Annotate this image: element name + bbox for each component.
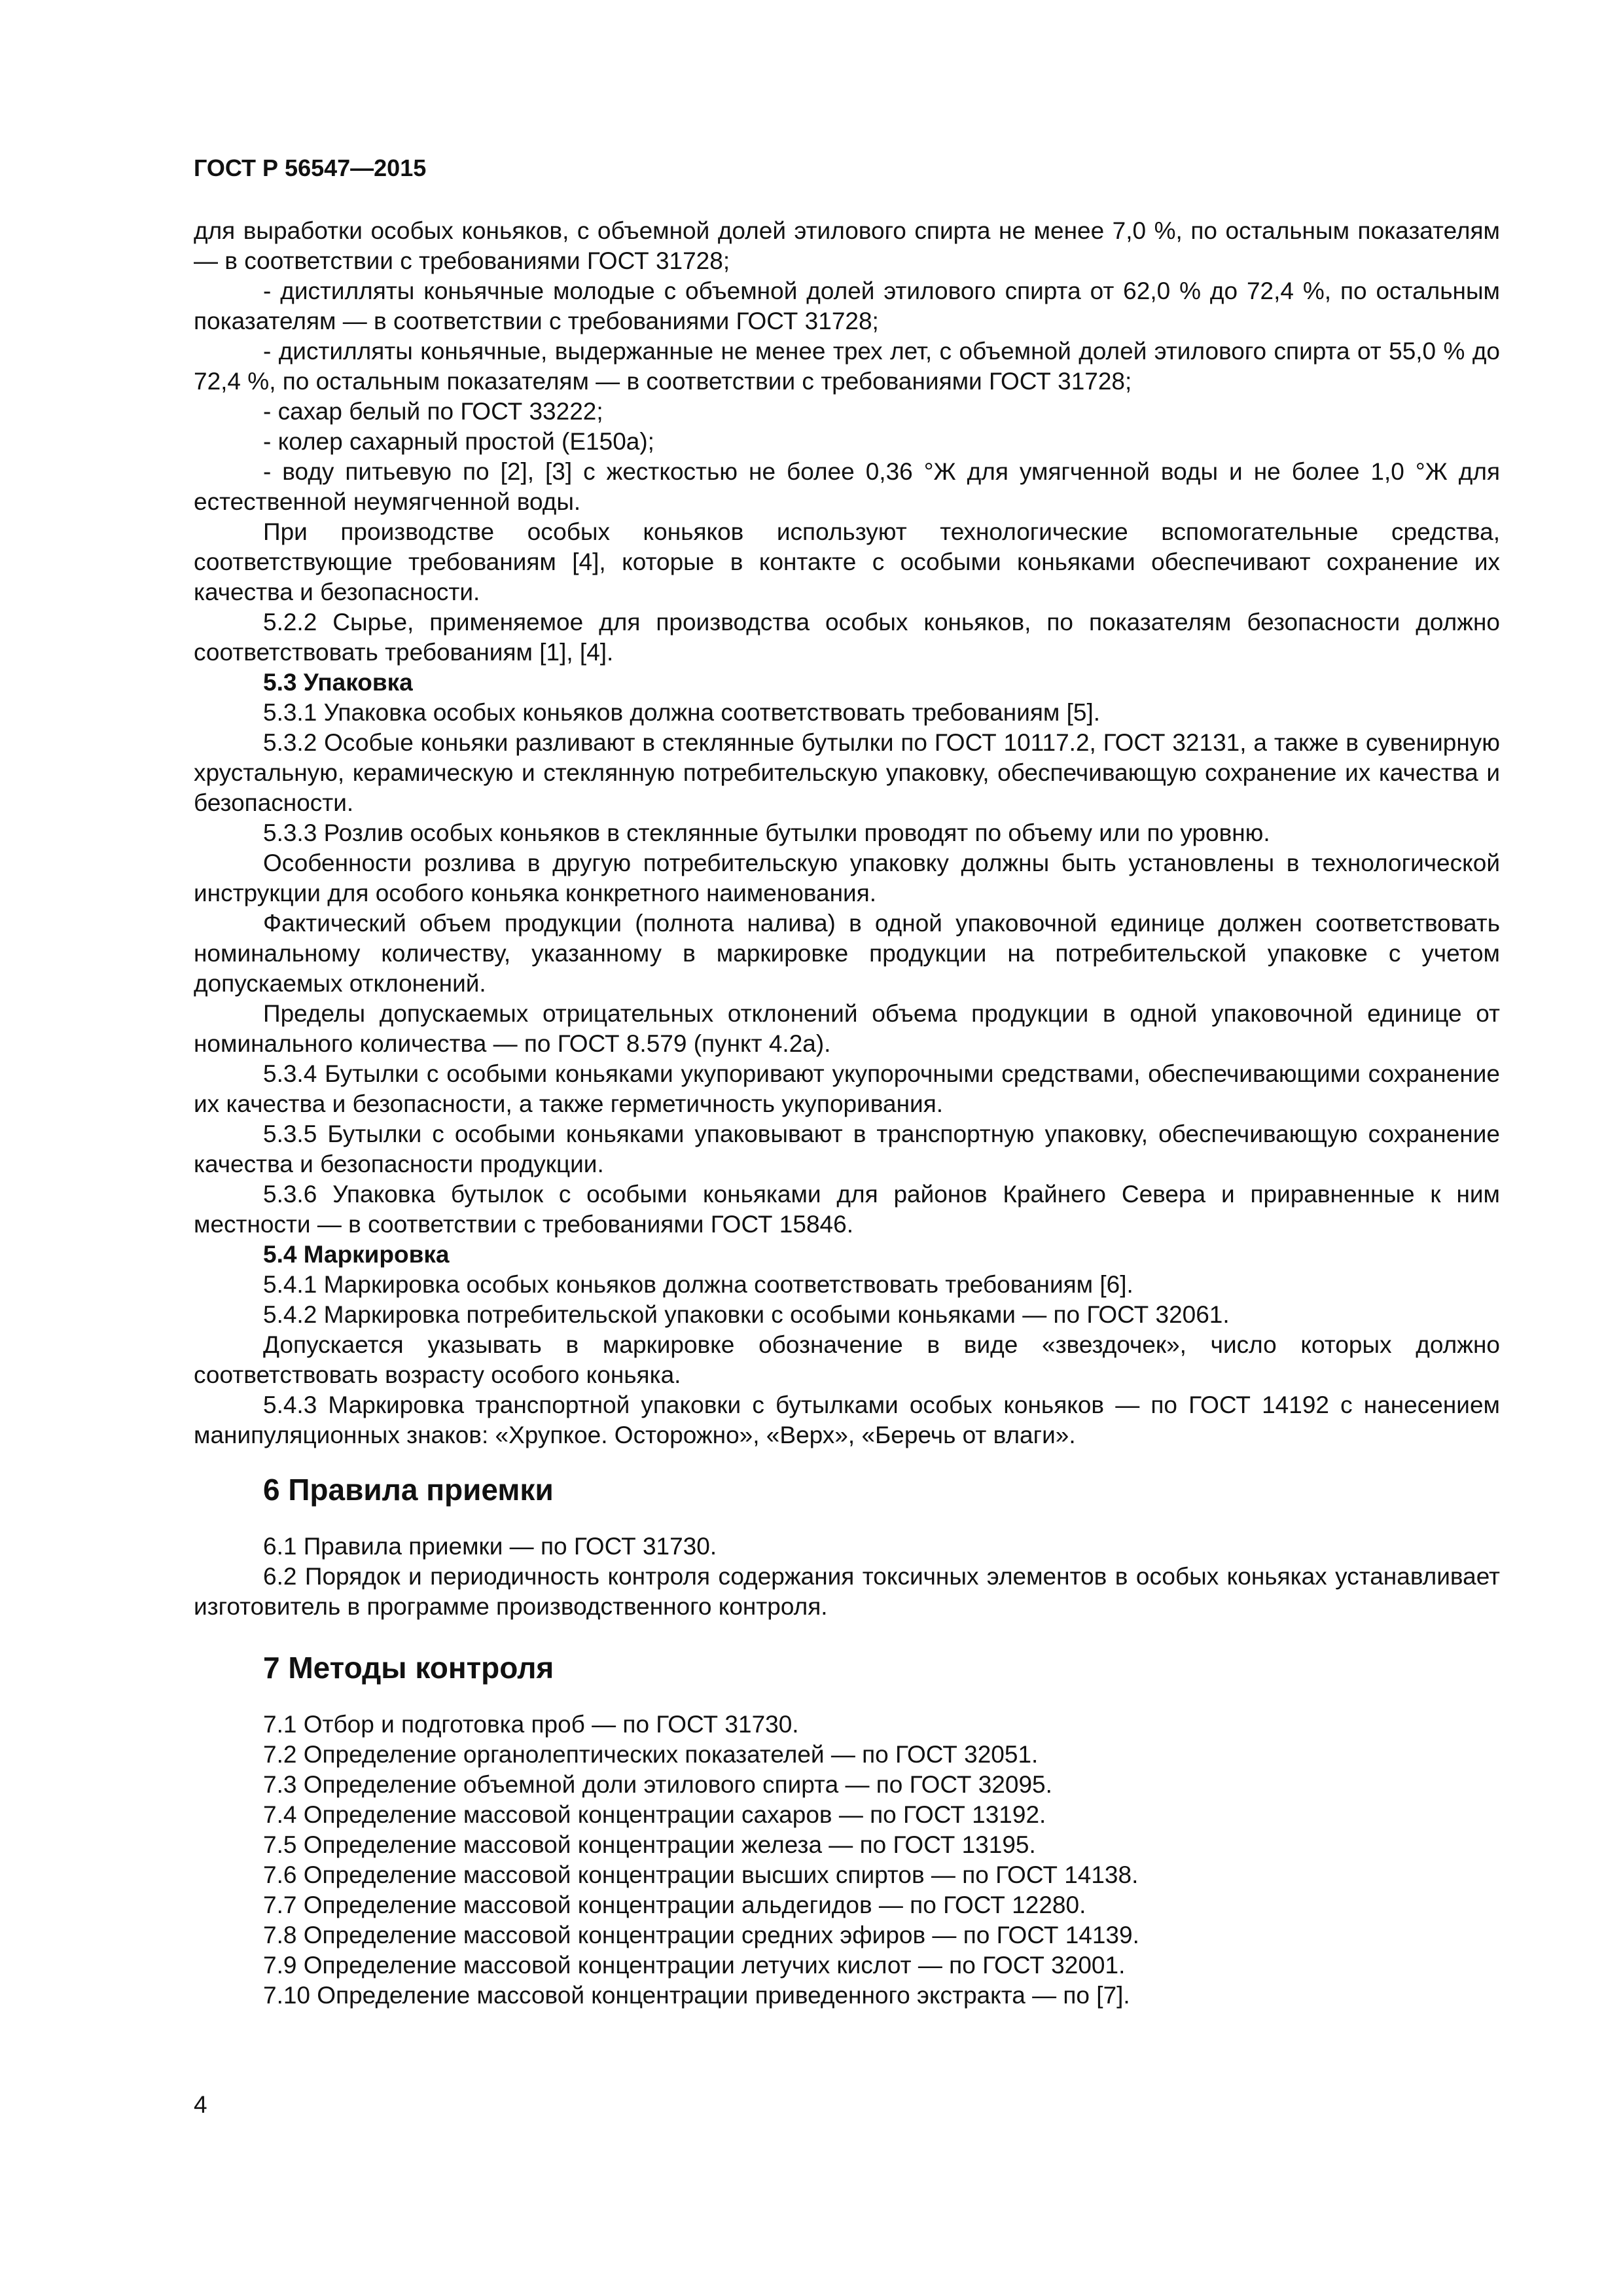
paragraph: для выработки особых коньяков, с объемной долей этилового спирта не менее 7,0 %, по остальным показателям — в соответствии с требованиями ГОСТ 31728;	[194, 217, 1500, 274]
method-item: 7.5 Определение массовой концентрации железа — по ГОСТ 13195.	[263, 1831, 1036, 1858]
list-item: - дистилляты коньячные молодые с объемной долей этилового спирта от 62,0 % до 72,4 %, по остальным показателям — в соответствии с требованиями ГОСТ 31728;	[194, 278, 1500, 334]
paragraph: 5.3.4 Бутылки с особыми коньяками укупоривают укупорочными средствами, обеспечивающими сохранение их качества и безопасности, а также герметичность укупоривания.	[194, 1060, 1500, 1117]
list-item: - дистилляты коньячные, выдержанные не менее трех лет, с объемной долей этилового спирта от 55,0 % до 72,4 %, по остальным показателям — в соответствии с требованиями ГОСТ 31728;	[194, 338, 1500, 395]
section-heading: 6 Правила приемки	[263, 1473, 554, 1507]
method-item: 7.9 Определение массовой концентрации летучих кислот — по ГОСТ 32001.	[263, 1952, 1126, 1979]
list-item: - сахар белый по ГОСТ 33222;	[263, 398, 603, 425]
method-item: 7.1 Отбор и подготовка проб — по ГОСТ 31730.	[263, 1711, 799, 1738]
paragraph: 5.3.2 Особые коньяки разливают в стеклянные бутылки по ГОСТ 10117.2, ГОСТ 32131, а также в сувенирную хрустальную, керамическую и стеклянную потребительскую упаковку, обеспечивающую сохранение их качества и безопасности.	[194, 729, 1500, 816]
paragraph: При производстве особых коньяков используют технологические вспомогательные средства, соответствующие требованиям [4], которые в контакте с особыми коньяками обеспечивают сохранение их качества и безопасности.	[194, 518, 1500, 605]
paragraph: 5.3.3 Розлив особых коньяков в стеклянные бутылки проводят по объему или по уровню.	[263, 819, 1270, 846]
paragraph: 5.3.1 Упаковка особых коньяков должна соответствовать требованиям [5].	[263, 699, 1101, 726]
paragraph: 5.3.5 Бутылки с особыми коньяками упаковывают в транспортную упаковку, обеспечивающую сохранение качества и безопасности продукции.	[194, 1121, 1500, 1177]
paragraph: Фактический объем продукции (полнота налива) в одной упаковочной единице должен соответствовать номинальному количеству, указанному в маркировке продукции на потребительской упаковке с учетом допускаемых отклонений.	[194, 910, 1500, 997]
page-number: 4	[194, 2091, 207, 2118]
method-item: 7.6 Определение массовой концентрации высших спиртов — по ГОСТ 14138.	[263, 1861, 1139, 1888]
method-item: 7.4 Определение массовой концентрации сахаров — по ГОСТ 13192.	[263, 1801, 1046, 1828]
paragraph: 5.3.6 Упаковка бутылок с особыми коньяками для районов Крайнего Севера и приравненные к ним местности — в соответствии с требованиями ГОСТ 15846.	[194, 1181, 1500, 1238]
paragraph: Особенности розлива в другую потребительскую упаковку должны быть установлены в технологической инструкции для особого коньяка конкретного наименования.	[194, 850, 1500, 906]
paragraph: 5.4.1 Маркировка особых коньяков должна соответствовать требованиям [6].	[263, 1271, 1133, 1298]
document-body	[194, 216, 1500, 2011]
method-item: 7.2 Определение органолептических показателей — по ГОСТ 32051.	[263, 1741, 1039, 1768]
paragraph: Допускается указывать в маркировке обозначение в виде «звездочек», число которых должно соответствовать возрасту особого коньяка.	[194, 1331, 1500, 1388]
paragraph: 6.1 Правила приемки — по ГОСТ 31730.	[263, 1533, 717, 1560]
method-item: 7.3 Определение объемной доли этилового спирта — по ГОСТ 32095.	[263, 1771, 1052, 1798]
paragraph: Пределы допускаемых отрицательных отклонений объема продукции в одной упаковочной единице от номинального количества — по ГОСТ 8.579 (пункт 4.2а).	[194, 1000, 1500, 1057]
paragraph: 6.2 Порядок и периодичность контроля содержания токсичных элементов в особых коньяках устанавливает изготовитель в программе производственного контроля.	[194, 1563, 1500, 1620]
section-heading: 7 Методы контроля	[263, 1651, 554, 1685]
list-item: - колер сахарный простой (Е150а);	[263, 428, 654, 455]
paragraph: 5.4.2 Маркировка потребительской упаковки с особыми коньяками — по ГОСТ 32061.	[263, 1301, 1230, 1328]
subsection-heading: 5.3 Упаковка	[263, 669, 413, 696]
subsection-heading: 5.4 Маркировка	[263, 1241, 450, 1268]
paragraph: 5.4.3 Маркировка транспортной упаковки с бутылками особых коньяков — по ГОСТ 14192 с нанесением манипуляционных знаков: «Хрупкое. Осторожно», «Верх», «Беречь от влаги».	[194, 1391, 1500, 1448]
list-item: - воду питьевую по [2], [3] с жесткостью не более 0,36 °Ж для умягченной воды и не более 1,0 °Ж для естественной неумягченной воды.	[194, 458, 1500, 515]
document-header: ГОСТ Р 56547—2015	[194, 154, 427, 181]
method-item: 7.8 Определение массовой концентрации средних эфиров — по ГОСТ 14139.	[263, 1922, 1139, 1948]
method-item: 7.10 Определение массовой концентрации приведенного экстракта — по [7].	[263, 1982, 1130, 2009]
paragraph: 5.2.2 Сырье, применяемое для производства особых коньяков, по показателям безопасности должно соответствовать требованиям [1], [4].	[194, 609, 1500, 666]
method-item: 7.7 Определение массовой концентрации альдегидов — по ГОСТ 12280.	[263, 1892, 1086, 1918]
